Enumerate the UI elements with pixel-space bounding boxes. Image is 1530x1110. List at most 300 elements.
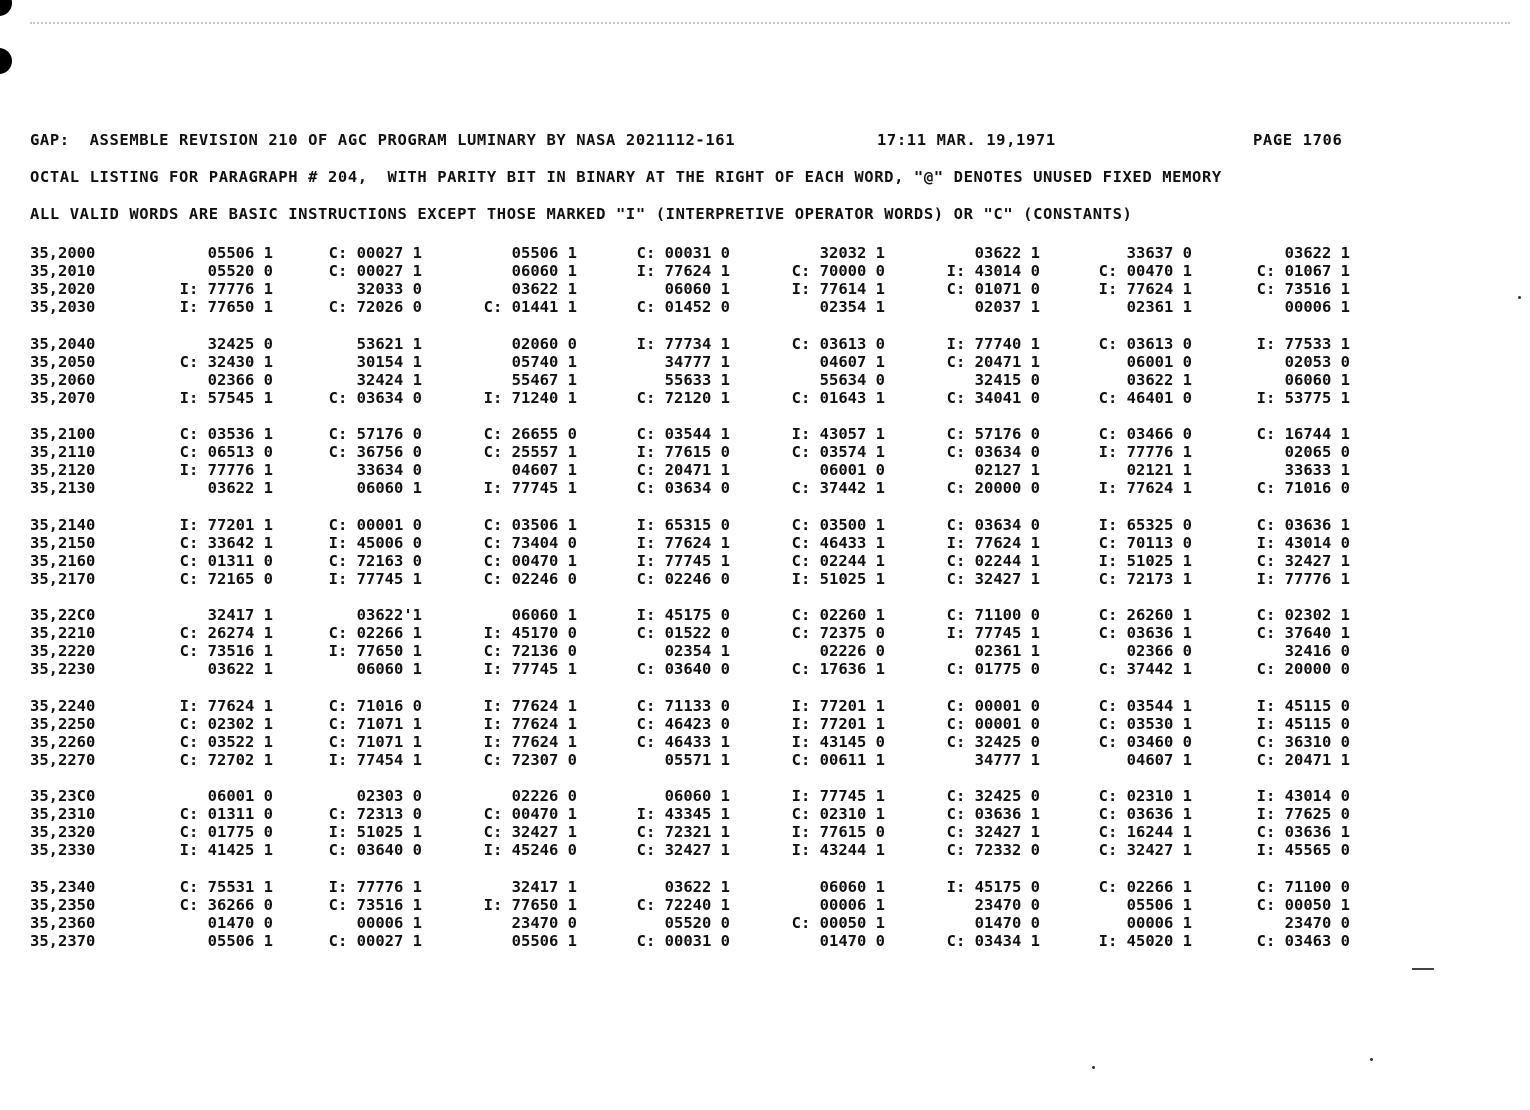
octal-word: C: 00027 1: [328, 244, 422, 262]
octal-word: 06001 0: [1126, 352, 1192, 371]
octal-word: C: 03544 1: [1098, 696, 1192, 715]
octal-word: C: 25557 1: [483, 443, 577, 461]
row-address: 35,2340: [30, 877, 96, 896]
octal-word: I: 45246 0: [483, 841, 577, 859]
octal-word: C: 32430 1: [179, 352, 273, 371]
octal-word: I: 45175 0: [636, 606, 730, 624]
octal-word: 05506 1: [511, 931, 577, 950]
octal-word: 34777 1: [664, 352, 730, 371]
octal-word: 02303 0: [356, 787, 422, 805]
octal-word: 03622 1: [1284, 244, 1350, 262]
octal-word: 34777 1: [974, 750, 1040, 769]
octal-word: C: 02302 1: [179, 714, 273, 733]
octal-word: I: 77615 0: [636, 443, 730, 461]
octal-word: I: 71240 1: [483, 388, 577, 407]
octal-word: I: 43014 0: [1256, 533, 1350, 552]
octal-word: C: 73404 0: [483, 533, 577, 552]
octal-word: C: 06513 0: [179, 443, 273, 461]
octal-word: 32415 0: [974, 370, 1040, 389]
octal-word: 02226 0: [819, 642, 885, 660]
row-address: 35,2030: [30, 298, 96, 316]
octal-word: 32425 0: [207, 334, 273, 353]
octal-word: C: 00001 0: [946, 714, 1040, 733]
octal-word: I: 77776 1: [179, 280, 273, 298]
octal-word: C: 03636 1: [1098, 805, 1192, 823]
octal-word: I: 77201 1: [791, 696, 885, 715]
octal-word: C: 01067 1: [1256, 262, 1350, 280]
octal-word: 32424 1: [356, 370, 422, 389]
octal-word: C: 46401 0: [1098, 388, 1192, 407]
octal-word: I: 51025 1: [791, 569, 885, 588]
octal-word: C: 72375 0: [791, 624, 885, 642]
row-address: 35,23C0: [30, 787, 96, 805]
octal-word: 05571 1: [664, 750, 730, 769]
octal-word: 06060 1: [1284, 370, 1350, 389]
octal-word: C: 71100 0: [1256, 877, 1350, 896]
octal-word: I: 45175 0: [946, 877, 1040, 896]
octal-word: I: 77776 1: [1098, 443, 1192, 461]
octal-word: I: 77734 1: [636, 334, 730, 353]
octal-word: I: 77776 1: [179, 461, 273, 479]
octal-word: C: 20471 1: [636, 461, 730, 479]
octal-word: 03622 1: [511, 280, 577, 298]
octal-word: C: 02310 1: [791, 805, 885, 823]
octal-word: C: 32427 1: [1098, 841, 1192, 859]
octal-word: 23470 0: [1284, 913, 1350, 932]
page-number: PAGE 1706: [1253, 131, 1343, 149]
octal-word: 06060 1: [356, 660, 422, 678]
octal-word: C: 03634 0: [946, 515, 1040, 534]
octal-word: I: 43057 1: [791, 425, 885, 443]
octal-word: 23470 0: [511, 913, 577, 932]
octal-word: C: 57176 0: [946, 425, 1040, 443]
octal-word: 06060 1: [356, 479, 422, 497]
octal-word: 01470 0: [207, 913, 273, 932]
octal-word: 32032 1: [819, 244, 885, 262]
row-address: 35,2320: [30, 823, 96, 841]
octal-word: 33634 0: [356, 461, 422, 479]
octal-word: C: 20000 0: [946, 479, 1040, 497]
octal-word: C: 32427 1: [636, 841, 730, 859]
octal-word: I: 77650 1: [328, 642, 422, 660]
octal-word: 32416 0: [1284, 642, 1350, 660]
octal-word: 02037 1: [974, 298, 1040, 316]
row-address: 35,2130: [30, 479, 96, 497]
octal-word: C: 01522 0: [636, 624, 730, 642]
octal-word: I: 65315 0: [636, 515, 730, 534]
octal-word: C: 17636 1: [791, 660, 885, 678]
octal-word: I: 77624 1: [636, 262, 730, 280]
octal-word: 00006 1: [356, 913, 422, 932]
octal-word: I: 77745 1: [791, 787, 885, 805]
octal-word: 06001 0: [819, 461, 885, 479]
octal-word: 03622 1: [974, 244, 1040, 262]
octal-word: 01470 0: [974, 913, 1040, 932]
octal-word: 02121 1: [1126, 461, 1192, 479]
octal-word: 02354 1: [664, 642, 730, 660]
octal-word: C: 03640 0: [328, 841, 422, 859]
octal-word: C: 03636 1: [1256, 515, 1350, 534]
octal-word: C: 71016 0: [1256, 479, 1350, 497]
octal-word: C: 46423 0: [636, 714, 730, 733]
octal-word: I: 41425 1: [179, 841, 273, 859]
row-address: 35,2370: [30, 931, 96, 950]
octal-word: C: 00001 0: [328, 515, 422, 534]
octal-word: C: 02246 0: [483, 569, 577, 588]
octal-word: C: 32427 1: [946, 823, 1040, 841]
octal-word: I: 43345 1: [636, 805, 730, 823]
octal-word: C: 02266 1: [328, 624, 422, 642]
octal-word: C: 34041 0: [946, 388, 1040, 407]
octal-word: C: 73516 1: [179, 642, 273, 660]
octal-word: C: 03636 1: [1098, 624, 1192, 642]
octal-word: C: 71016 0: [328, 696, 422, 715]
octal-word: C: 03613 0: [1098, 334, 1192, 353]
octal-word: 02366 0: [207, 370, 273, 389]
octal-word: C: 02310 1: [1098, 787, 1192, 805]
octal-word: C: 01441 1: [483, 298, 577, 316]
octal-word: 53621 1: [356, 334, 422, 353]
row-address: 35,2140: [30, 515, 96, 534]
header-legend: ALL VALID WORDS ARE BASIC INSTRUCTIONS EXCEPT THOSE MARKED "I" (INTERPRETIVE OPERATOR WORDS) OR "C" (CONSTANTS): [30, 205, 1133, 223]
octal-word: 05740 1: [511, 352, 577, 371]
octal-word: C: 03463 0: [1256, 931, 1350, 950]
octal-word: C: 26274 1: [179, 624, 273, 642]
octal-word: 06001 0: [207, 787, 273, 805]
row-address: 35,2000: [30, 244, 96, 262]
octal-word: 03622 1: [207, 660, 273, 678]
octal-word: 01470 0: [819, 931, 885, 950]
row-address: 35,2060: [30, 370, 96, 389]
octal-word: C: 72332 0: [946, 841, 1040, 859]
octal-word: C: 37640 1: [1256, 624, 1350, 642]
row-address: 35,22C0: [30, 606, 96, 624]
octal-word: C: 01643 1: [791, 388, 885, 407]
octal-word: 30154 1: [356, 352, 422, 371]
row-address: 35,2040: [30, 334, 96, 353]
octal-word: I: 77624 1: [483, 696, 577, 715]
octal-word: 06060 1: [664, 787, 730, 805]
octal-word: 05520 0: [207, 262, 273, 280]
octal-word: C: 01311 0: [179, 805, 273, 823]
octal-word: 23470 0: [974, 895, 1040, 914]
octal-word: C: 03434 1: [946, 931, 1040, 950]
octal-word: C: 72163 0: [328, 551, 422, 570]
octal-word: I: 45170 0: [483, 624, 577, 642]
octal-word: C: 36266 0: [179, 895, 273, 914]
octal-word: C: 71100 0: [946, 606, 1040, 624]
octal-word: C: 33642 1: [179, 533, 273, 552]
row-address: 35,2330: [30, 841, 96, 859]
octal-word: I: 65325 0: [1098, 515, 1192, 534]
octal-word: I: 77745 1: [483, 479, 577, 497]
octal-word: C: 72307 0: [483, 750, 577, 769]
octal-word: 05506 1: [511, 244, 577, 262]
octal-word: I: 51025 1: [328, 823, 422, 841]
octal-word: C: 32427 1: [1256, 551, 1350, 570]
octal-word: I: 43244 1: [791, 841, 885, 859]
octal-word: I: 77776 1: [328, 877, 422, 896]
octal-word: I: 45565 0: [1256, 841, 1350, 859]
octal-word: I: 57545 1: [179, 388, 273, 407]
octal-word: C: 00050 1: [1256, 895, 1350, 914]
octal-word: C: 03544 1: [636, 425, 730, 443]
octal-word: C: 01775 0: [179, 823, 273, 841]
octal-word: 06060 1: [511, 262, 577, 280]
octal-word: I: 77624 1: [946, 533, 1040, 552]
octal-word: C: 72321 1: [636, 823, 730, 841]
octal-word: I: 77650 1: [483, 895, 577, 914]
row-address: 35,2020: [30, 280, 96, 298]
octal-word: C: 57176 0: [328, 425, 422, 443]
octal-word: C: 00470 1: [483, 551, 577, 570]
octal-word: C: 03506 1: [483, 515, 577, 534]
octal-word: I: 77624 1: [1098, 479, 1192, 497]
octal-word: C: 00470 1: [483, 805, 577, 823]
octal-word: C: 36756 0: [328, 443, 422, 461]
row-address: 35,2150: [30, 533, 96, 552]
row-address: 35,2250: [30, 714, 96, 733]
row-address: 35,2220: [30, 642, 96, 660]
octal-word: C: 16244 1: [1098, 823, 1192, 841]
row-address: 35,2160: [30, 551, 96, 570]
octal-word: C: 03530 1: [1098, 714, 1192, 733]
octal-word: 32033 0: [356, 280, 422, 298]
header-title: GAP: ASSEMBLE REVISION 210 OF AGC PROGRAM LUMINARY BY NASA 2021112-161: [30, 131, 736, 149]
binder-hole-second: [0, 48, 12, 74]
octal-word: I: 77201 1: [179, 515, 273, 534]
octal-word: C: 03634 0: [636, 479, 730, 497]
octal-word: C: 72136 0: [483, 642, 577, 660]
octal-word: I: 43014 0: [946, 262, 1040, 280]
octal-word: C: 03613 0: [791, 334, 885, 353]
octal-word: I: 43145 0: [791, 732, 885, 751]
octal-word: C: 71071 1: [328, 714, 422, 733]
row-address: 35,2050: [30, 352, 96, 371]
octal-word: 55634 0: [819, 370, 885, 389]
octal-word: C: 72173 1: [1098, 569, 1192, 588]
octal-word: C: 70000 0: [791, 262, 885, 280]
octal-word: C: 02260 1: [791, 606, 885, 624]
octal-word: C: 03522 1: [179, 732, 273, 751]
octal-word: 55633 1: [664, 370, 730, 389]
octal-word: C: 72120 1: [636, 388, 730, 407]
octal-word: 03622'1: [356, 606, 422, 624]
octal-word: 02060 0: [511, 334, 577, 353]
margin-dash: [1412, 968, 1434, 970]
octal-word: C: 32427 1: [946, 569, 1040, 588]
octal-word: C: 32425 0: [946, 732, 1040, 751]
row-address: 35,2010: [30, 262, 96, 280]
octal-word: C: 75531 1: [179, 877, 273, 896]
octal-word: C: 03500 1: [791, 515, 885, 534]
octal-word: C: 01452 0: [636, 298, 730, 316]
octal-word: C: 46433 1: [791, 533, 885, 552]
octal-word: C: 72165 0: [179, 569, 273, 588]
row-address: 35,2240: [30, 696, 96, 715]
octal-word: C: 00031 0: [636, 931, 730, 950]
octal-word: C: 01071 0: [946, 280, 1040, 298]
octal-word: C: 32427 1: [483, 823, 577, 841]
octal-word: 05506 1: [207, 931, 273, 950]
row-address: 35,2210: [30, 624, 96, 642]
octal-word: 04607 1: [1126, 750, 1192, 769]
octal-word: 55467 1: [511, 370, 577, 389]
scan-speck: [1370, 1058, 1373, 1061]
octal-word: C: 20000 0: [1256, 660, 1350, 678]
octal-word: 33633 1: [1284, 461, 1350, 479]
row-address: 35,2120: [30, 461, 96, 479]
octal-word: I: 77745 1: [328, 569, 422, 588]
octal-word: C: 26655 0: [483, 425, 577, 443]
octal-word: C: 00031 0: [636, 244, 730, 262]
octal-word: I: 53775 1: [1256, 388, 1350, 407]
octal-word: C: 73516 1: [1256, 280, 1350, 298]
octal-word: C: 00611 1: [791, 750, 885, 769]
octal-word: C: 16744 1: [1256, 425, 1350, 443]
octal-word: I: 77745 1: [636, 551, 730, 570]
row-address: 35,2360: [30, 913, 96, 932]
octal-word: I: 77650 1: [179, 298, 273, 316]
octal-word: C: 46433 1: [636, 732, 730, 751]
octal-word: 04607 1: [819, 352, 885, 371]
octal-word: I: 77201 1: [791, 714, 885, 733]
scan-speck: [1092, 1066, 1095, 1069]
octal-word: 03622 1: [664, 877, 730, 896]
octal-word: I: 77624 1: [483, 714, 577, 733]
octal-word: C: 37442 1: [1098, 660, 1192, 678]
octal-word: C: 71071 1: [328, 732, 422, 751]
row-address: 35,2170: [30, 569, 96, 588]
octal-word: I: 51025 1: [1098, 551, 1192, 570]
octal-word: I: 77740 1: [946, 334, 1040, 353]
octal-word: I: 77624 1: [636, 533, 730, 552]
octal-word: I: 77776 1: [1256, 569, 1350, 588]
octal-word: 02361 1: [974, 642, 1040, 660]
octal-word: 02366 0: [1126, 642, 1192, 660]
octal-word: C: 72702 1: [179, 750, 273, 769]
octal-word: C: 00027 1: [328, 931, 422, 950]
octal-word: 00006 1: [819, 895, 885, 914]
octal-word: C: 73516 1: [328, 895, 422, 914]
octal-word: 05520 0: [664, 913, 730, 932]
octal-word: C: 03536 1: [179, 425, 273, 443]
octal-word: 32417 1: [207, 606, 273, 624]
octal-word: 03622 1: [1126, 370, 1192, 389]
octal-word: 00006 1: [1126, 913, 1192, 932]
octal-word: C: 20471 1: [946, 352, 1040, 371]
octal-word: C: 00001 0: [946, 696, 1040, 715]
octal-word: C: 02244 1: [791, 551, 885, 570]
octal-word: 04607 1: [511, 461, 577, 479]
octal-word: I: 77745 1: [946, 624, 1040, 642]
octal-word: I: 77454 1: [328, 750, 422, 769]
octal-word: C: 72026 0: [328, 298, 422, 316]
octal-word: C: 72313 0: [328, 805, 422, 823]
octal-word: I: 77624 1: [1098, 280, 1192, 298]
octal-word: 03622 1: [207, 479, 273, 497]
octal-word: 33637 0: [1126, 244, 1192, 262]
octal-word: C: 01311 0: [179, 551, 273, 570]
octal-word: C: 03640 0: [636, 660, 730, 678]
row-address: 35,2270: [30, 750, 96, 769]
octal-word: 02361 1: [1126, 298, 1192, 316]
scan-speck: [1518, 296, 1521, 299]
octal-word: 02127 1: [974, 461, 1040, 479]
header-subtitle: OCTAL LISTING FOR PARAGRAPH # 204, WITH PARITY BIT IN BINARY AT THE RIGHT OF EACH WORD, "@" DENOTES UNUSED FIXED MEMORY: [30, 168, 1222, 186]
octal-word: C: 00050 1: [791, 913, 885, 932]
octal-word: 02354 1: [819, 298, 885, 316]
octal-word: 05506 1: [1126, 895, 1192, 914]
octal-word: I: 45020 1: [1098, 931, 1192, 950]
octal-word: I: 77624 1: [179, 696, 273, 715]
octal-word: C: 71133 0: [636, 696, 730, 715]
octal-word: C: 02302 1: [1256, 606, 1350, 624]
octal-word: C: 03574 1: [791, 443, 885, 461]
octal-word: C: 70113 0: [1098, 533, 1192, 552]
octal-word: 00006 1: [1284, 298, 1350, 316]
row-address: 35,2260: [30, 732, 96, 751]
row-address: 35,2070: [30, 388, 96, 407]
octal-word: C: 03466 0: [1098, 425, 1192, 443]
octal-word: C: 00027 1: [328, 262, 422, 280]
octal-word: C: 36310 0: [1256, 732, 1350, 751]
octal-word: I: 77625 0: [1256, 805, 1350, 823]
octal-word: 02226 0: [511, 787, 577, 805]
row-address: 35,2110: [30, 443, 96, 461]
octal-word: I: 77615 0: [791, 823, 885, 841]
octal-word: 06060 1: [511, 606, 577, 624]
row-address: 35,2230: [30, 660, 96, 678]
octal-word: 02053 0: [1284, 352, 1350, 371]
row-address: 35,2310: [30, 805, 96, 823]
octal-word: I: 43014 0: [1256, 787, 1350, 805]
octal-word: C: 03460 0: [1098, 732, 1192, 751]
octal-word: 06060 1: [664, 280, 730, 298]
octal-word: I: 77614 1: [791, 280, 885, 298]
octal-word: C: 02244 1: [946, 551, 1040, 570]
octal-word: 02065 0: [1284, 443, 1350, 461]
binder-hole-top: [0, 0, 12, 16]
octal-word: C: 37442 1: [791, 479, 885, 497]
octal-word: C: 02266 1: [1098, 877, 1192, 896]
header-timestamp: 17:11 MAR. 19,1971: [877, 131, 1056, 149]
octal-word: C: 72240 1: [636, 895, 730, 914]
octal-word: C: 03636 1: [1256, 823, 1350, 841]
octal-word: 05506 1: [207, 244, 273, 262]
octal-word: C: 03636 1: [946, 805, 1040, 823]
octal-word: C: 01775 0: [946, 660, 1040, 678]
octal-word: C: 02246 0: [636, 569, 730, 588]
octal-word: I: 77745 1: [483, 660, 577, 678]
octal-word: C: 32425 0: [946, 787, 1040, 805]
octal-word: 32417 1: [511, 877, 577, 896]
octal-word: C: 03634 0: [328, 388, 422, 407]
row-address: 35,2350: [30, 895, 96, 914]
octal-word: I: 45115 0: [1256, 696, 1350, 715]
octal-word: I: 77533 1: [1256, 334, 1350, 353]
octal-word: C: 03634 0: [946, 443, 1040, 461]
scan-noise: [30, 22, 1510, 30]
octal-word: I: 77624 1: [483, 732, 577, 751]
octal-word: I: 45115 0: [1256, 714, 1350, 733]
octal-word: 06060 1: [819, 877, 885, 896]
octal-word: C: 20471 1: [1256, 750, 1350, 769]
octal-word: C: 00470 1: [1098, 262, 1192, 280]
octal-word: I: 45006 0: [328, 533, 422, 552]
row-address: 35,2100: [30, 425, 96, 443]
octal-word: C: 26260 1: [1098, 606, 1192, 624]
